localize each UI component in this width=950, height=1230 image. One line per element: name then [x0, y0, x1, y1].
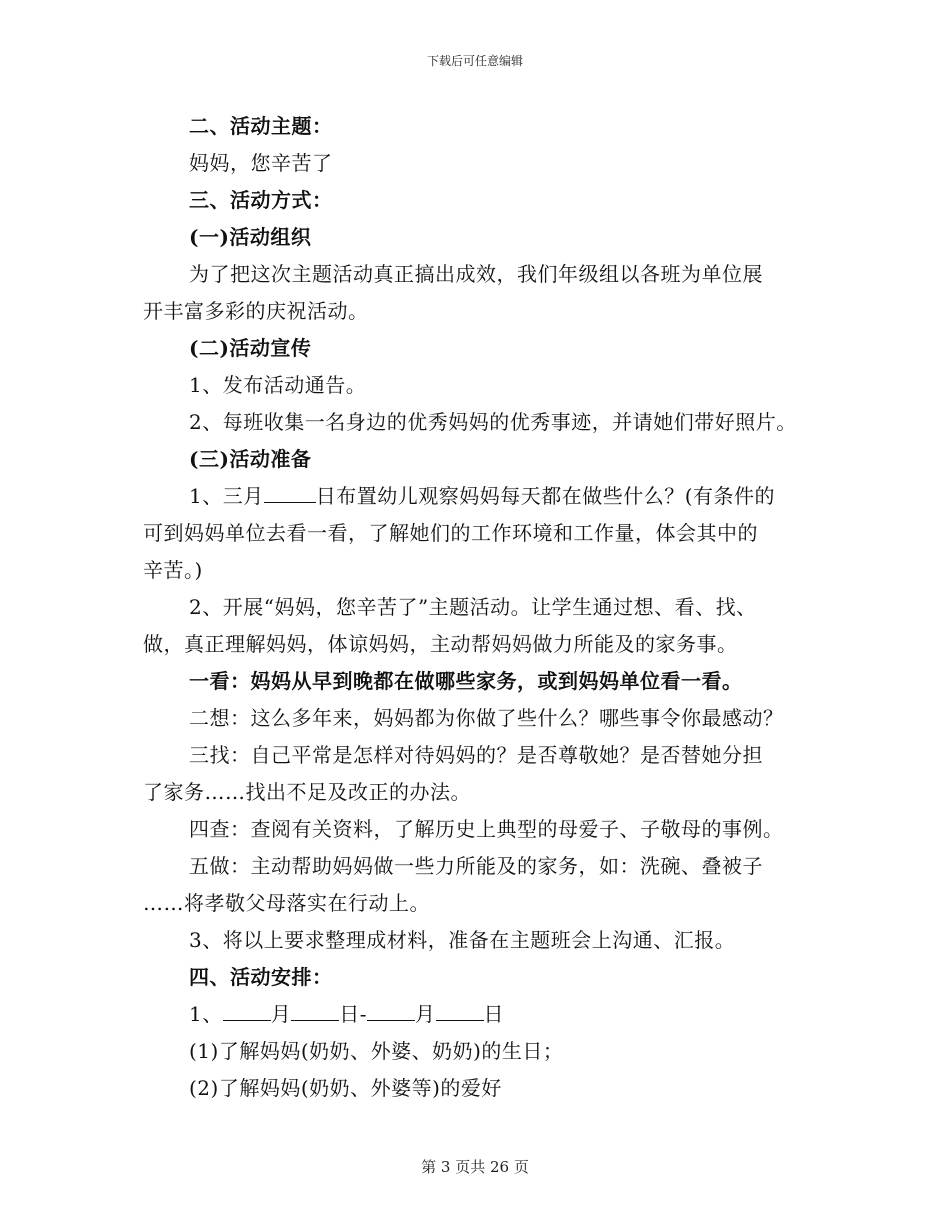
paragraph: 开丰富多彩的庆祝活动。 — [143, 299, 369, 323]
paragraph: 做，真正理解妈妈，体谅妈妈，主动帮妈妈做力所能及的家务事。 — [143, 632, 738, 656]
step-think: 二想：这么多年来，妈妈都为你做了些什么？哪些事令你最感动？ — [189, 706, 784, 730]
paragraph: ……将孝敬父母落实在行动上。 — [143, 891, 430, 915]
paragraph: 妈妈，您辛苦了 — [189, 151, 333, 175]
section-heading-theme: 二、活动主题： — [189, 114, 333, 138]
paragraph: 为了把这次主题活动真正搞出成效，我们年级组以各班为单位展 — [189, 262, 763, 286]
fill-in-blank — [291, 999, 339, 1021]
list-item: (2)了解妈妈(奶奶、外婆等)的爱好 — [189, 1076, 502, 1100]
text-run: 月 — [415, 1002, 436, 1026]
step-look: 一看：妈妈从早到晚都在做哪些家务，或到妈妈单位看一看。 — [189, 669, 743, 693]
document-body — [143, 108, 843, 1107]
list-item: 2、开展“妈妈，您辛苦了”主题活动。让学生通过想、看、找、 — [189, 595, 757, 619]
subheading-organization: (一)活动组织 — [189, 225, 312, 249]
fill-in-blank — [436, 999, 484, 1021]
page-footer: 第 3 页共 26 页 — [421, 1158, 529, 1176]
fill-in-blank — [367, 999, 415, 1021]
text-run: 日- — [339, 1002, 367, 1026]
page-header: 下载后可任意编辑 — [426, 54, 523, 68]
text-run: 日布置幼儿观察妈妈每天都在做些什么？(有条件的 — [315, 484, 776, 508]
section-heading-schedule: 四、活动安排： — [189, 965, 333, 989]
list-item — [143, 478, 843, 515]
paragraph: 可到妈妈单位去看一看，了解她们的工作环境和工作量，体会其中的 — [143, 521, 758, 545]
subheading-preparation: (三)活动准备 — [189, 447, 312, 471]
paragraph: 辛苦。) — [143, 558, 203, 582]
step-do: 五做：主动帮助妈妈做一些力所能及的家务，如：洗碗、叠被子 — [189, 854, 763, 878]
step-check: 四查：查阅有关资料，了解历史上典型的母爱子、子敬母的事例。 — [189, 817, 784, 841]
text-run: 日 — [483, 1002, 504, 1026]
step-find: 三找：自己平常是怎样对待妈妈的？是否尊敬她？是否替她分担 — [189, 743, 763, 767]
fill-in-blank — [223, 999, 271, 1021]
list-item: (1)了解妈妈(奶奶、外婆、奶奶)的生日； — [189, 1039, 564, 1063]
subheading-publicity: (二)活动宣传 — [189, 336, 312, 360]
fill-in-blank — [264, 481, 316, 503]
list-item: 2、每班收集一名身边的优秀妈妈的优秀事迹，并请她们带好照片。 — [189, 410, 797, 434]
text-run: 月 — [270, 1002, 292, 1026]
section-heading-method: 三、活动方式： — [189, 188, 333, 212]
schedule-date-line — [143, 996, 843, 1033]
text-run: 1、三月 — [189, 484, 264, 508]
paragraph: 了家务……找出不足及改正的办法。 — [143, 780, 471, 804]
list-item: 1、发布活动通告。 — [189, 373, 367, 397]
text-run: 1、 — [189, 1002, 223, 1026]
list-item: 3、将以上要求整理成材料，准备在主题班会上沟通、汇报。 — [189, 928, 736, 952]
